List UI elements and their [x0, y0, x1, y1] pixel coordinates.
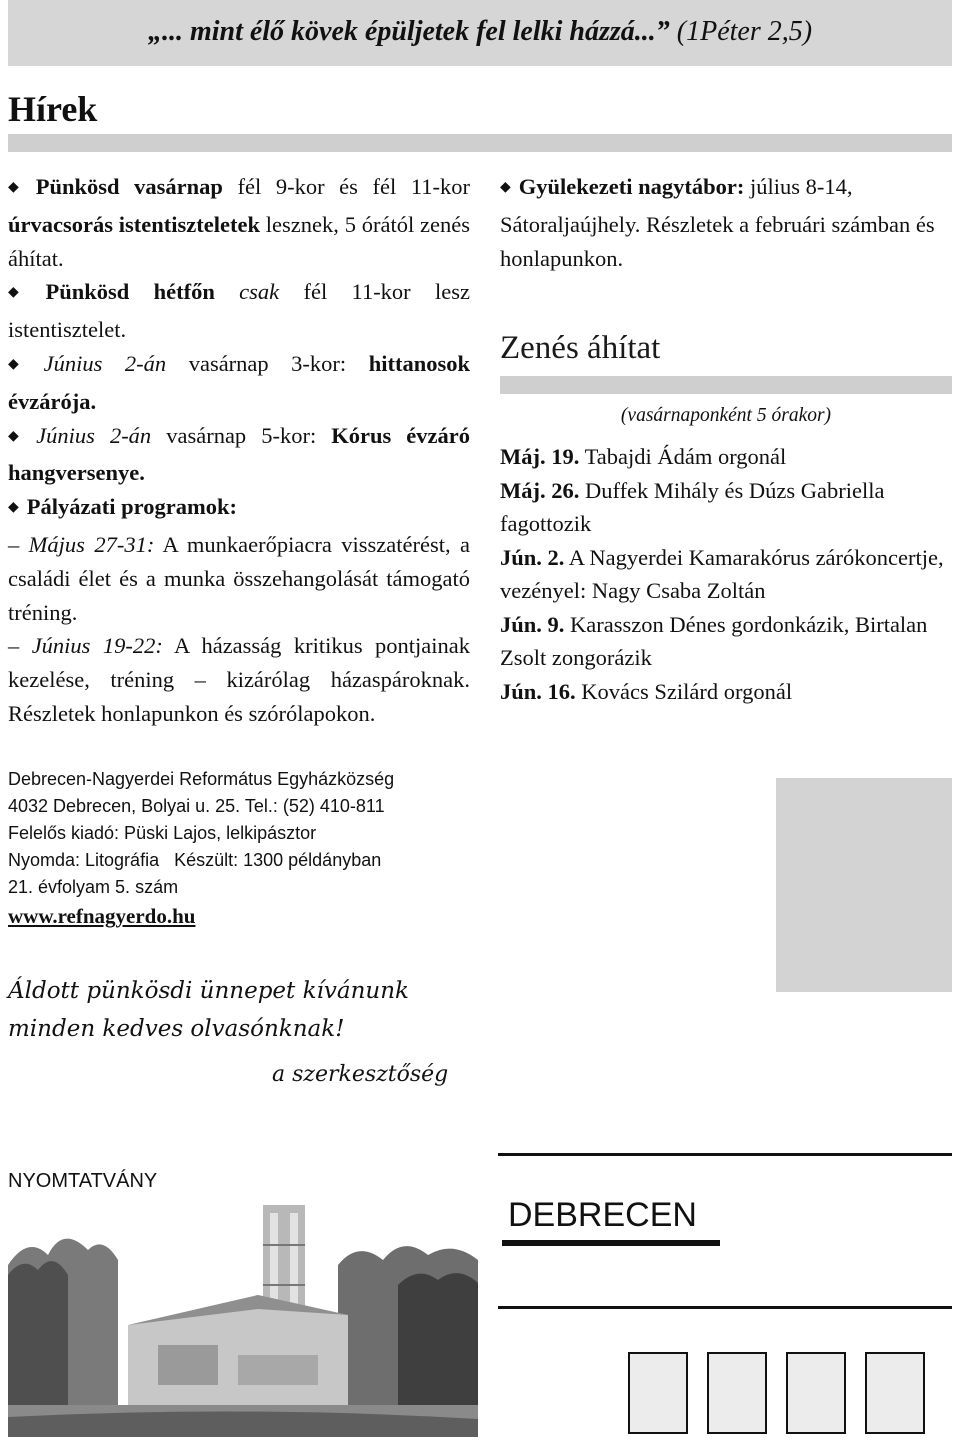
musical-entry: Máj. 19. Tabajdi Ádám orgonál — [500, 444, 787, 469]
motto — [8, 16, 952, 48]
imprint-line: Felelős kiadó: Püski Lajos, lelkipásztor — [8, 823, 317, 843]
musical-entry: Jún. 2. A Nagyerdei Kamarakórus zárókoncertje, vezényel: Nagy Csaba Zoltán — [500, 544, 944, 603]
greeting-line: Áldott pünkösdi ünnepet kívánunk — [8, 978, 409, 1004]
stamp-placeholder — [776, 778, 952, 992]
address-city: DEBRECEN — [508, 1196, 697, 1234]
imprint-line: Debrecen-Nagyerdei Református Egyházközség — [8, 769, 395, 789]
postcode-box[interactable] — [707, 1352, 767, 1434]
postcode-box[interactable] — [628, 1352, 688, 1434]
news-item: ◆ Pünkösd vasárnap fél 9-kor és fél 11-kor úrvacsorás istentiszteletek lesznek, 5 órától zenés áhítat. — [8, 174, 471, 271]
musical-rule — [500, 376, 952, 394]
diamond-bullet-icon: ◆ — [8, 428, 29, 444]
news-rule — [8, 134, 952, 152]
motto-reference: (1Péter 2,5) — [676, 16, 813, 47]
diamond-bullet-icon: ◆ — [8, 285, 38, 301]
musical-devotion-heading: Zenés áhítat — [500, 330, 661, 366]
diamond-bullet-icon: ◆ — [8, 180, 28, 195]
program-item: – Május 27-31: A munkaerőpiacra visszatérést, a családi élet és a munka összehangolását támogató tréning. — [8, 531, 470, 625]
news-item: ◆ Június 2-án vasárnap 5-kor: Kórus évzáró hangversenye. — [8, 422, 470, 486]
imprint — [8, 766, 478, 930]
imprint-line: 4032 Debrecen, Bolyai u. 25. Tel.: (52) 410-811 — [8, 796, 385, 816]
motto-text: „... mint élő kövek épüljetek fel lelki házzá...” — [147, 16, 670, 47]
musical-list — [500, 440, 952, 708]
news-item-camp: ◆ Gyülekezeti nagytábor: július 8-14, Sátoraljaújhely. Részletek a februári számban és honlapunkon. — [500, 174, 935, 271]
musical-subtitle: (vasárnaponként 5 órakor) — [620, 405, 832, 426]
address-line — [498, 1306, 952, 1309]
motto-band — [8, 0, 952, 66]
camp-column — [500, 170, 952, 275]
greeting — [8, 972, 478, 1048]
musical-entry: Jún. 9. Karasszon Dénes gordonkázik, Birtalan Zsolt zongorázik — [500, 611, 928, 670]
address-line — [498, 1153, 952, 1156]
musical-entry: Máj. 26. Duffek Mihály és Dúzs Gabriella fagottozik — [500, 477, 885, 536]
city-underline — [502, 1240, 720, 1246]
greeting-signature: a szerkesztőség — [272, 1062, 449, 1087]
news-column — [8, 170, 470, 731]
musical-entry: Jún. 16. Kovács Szilárd orgonál — [500, 678, 793, 704]
diamond-bullet-icon: ◆ — [8, 356, 36, 372]
news-item: ◆ Pályázati programok: — [8, 494, 237, 520]
news-heading: Hírek — [8, 89, 98, 129]
imprint-line: Nyomda: Litográfia Készült: 1300 példányban — [8, 850, 382, 870]
mail-label: NYOMTATVÁNY — [8, 1170, 158, 1192]
church-photo — [8, 1205, 478, 1437]
imprint-line: 21. évfolyam 5. szám — [8, 877, 179, 897]
diamond-bullet-icon: ◆ — [500, 180, 511, 195]
greeting-line: minden kedves olvasónknak! — [8, 1016, 345, 1042]
website-link[interactable]: www.refnagyerdo.hu — [8, 904, 196, 928]
diamond-bullet-icon: ◆ — [8, 500, 19, 516]
postcode-box[interactable] — [865, 1352, 925, 1434]
postcode-box[interactable] — [786, 1352, 846, 1434]
program-item: – Június 19-22: A házasság kritikus pontjainak kezelése, tréning – kizárólag házaspároknak. Részletek honlapunkon és szórólapokon. — [8, 633, 470, 726]
news-item: ◆ Pünkösd hétfőn csak fél 11-kor lesz istentisztelet. — [8, 279, 470, 343]
news-item: ◆ Június 2-án vasárnap 3-kor: hittanosok évzárója. — [8, 350, 470, 414]
